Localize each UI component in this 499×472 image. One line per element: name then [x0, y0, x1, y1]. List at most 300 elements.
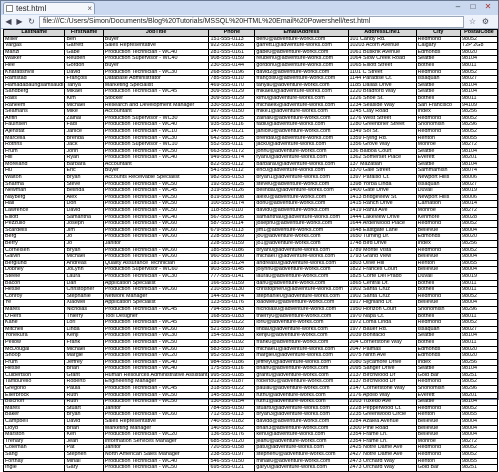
table-cell: Production Technician - WC60: [103, 287, 209, 294]
table-cell: David: [65, 69, 103, 76]
table-cell: Bellevue: [416, 425, 460, 432]
table-cell: Redmond: [416, 405, 460, 412]
table-cell: Sales Representative: [103, 419, 209, 426]
table-cell: pat0@adventure-works.com: [255, 445, 348, 452]
table-cell: 98296: [460, 306, 497, 313]
table-cell: Andreas: [65, 260, 103, 267]
table-cell: don0@adventure-works.com: [255, 201, 348, 208]
table-cell: Hee: [4, 62, 65, 69]
table-cell: Sandberg: [4, 89, 65, 96]
employee-table: [3, 29, 498, 472]
table-cell: 2147 Cornerstone Way: [348, 386, 416, 393]
table-cell: 2354 Frame Ln.: [348, 438, 416, 445]
table-cell: Yonekura: [4, 333, 65, 340]
table-cell: 1349 Sol St.: [348, 128, 416, 135]
table-cell: Human Resources Administrative Assistant: [104, 371, 208, 378]
table-cell: mihail0@adventure-works.com: [255, 458, 348, 465]
table-cell: Seattle: [416, 82, 460, 89]
table-cell: 98011: [460, 287, 497, 294]
table-cell: Mihail: [65, 458, 103, 465]
table-cell: 98027: [460, 76, 497, 83]
table-cell: David: [65, 208, 103, 215]
table-cell: Issaquah: [416, 76, 460, 83]
table-cell: 952-555-0128: [209, 353, 255, 360]
table-cell: Walker: [4, 56, 65, 63]
close-tab-icon[interactable]: ×: [87, 4, 92, 13]
table-cell: Jeffrey: [65, 359, 103, 366]
table-cell: 2235 Greenwood Circle: [348, 412, 416, 419]
table-cell: Jack: [65, 142, 103, 149]
table-cell: 922-555-0165: [209, 43, 255, 50]
table-cell: Production Technician - WC50: [103, 208, 209, 215]
table-cell: Frum: [4, 359, 65, 366]
table-cell: Marketing Specialist: [103, 82, 209, 89]
table-cell: Application Specialist: [103, 280, 209, 287]
table-cell: 1398 Yorba Linda: [348, 181, 416, 188]
table-cell: Newport Hills: [416, 194, 460, 201]
table-cell: Steve: [65, 181, 103, 188]
table-cell: 1793 Grand View: [348, 254, 416, 261]
page-favicon-icon: [6, 5, 13, 12]
table-cell: 145-555-0130: [209, 392, 255, 399]
table-cell: Bryan: [65, 412, 103, 419]
table-cell: Seattle: [416, 399, 460, 406]
table-cell: Bellevue: [416, 300, 460, 307]
table-cell: Dan: [65, 280, 103, 287]
table-cell: 98272: [460, 142, 497, 149]
table-cell: Ellerbrock: [4, 392, 65, 399]
table-cell: 151-555-0113: [209, 36, 255, 43]
table-cell: brenda0@adventure-works.com: [255, 135, 348, 142]
table-cell: 1415 Ranch Drive: [348, 201, 416, 208]
table-cell: 98052: [460, 128, 497, 135]
table-cell: 794-555-0143: [209, 306, 255, 313]
table-cell: Grant: [65, 372, 103, 379]
tab-title: test.html: [16, 4, 47, 13]
table-cell: Ralls: [4, 95, 65, 102]
table-cell: 98052: [460, 320, 497, 327]
table-cell: 144-555-0174: [209, 293, 255, 300]
table-cell: 98055: [460, 260, 497, 267]
table-cell: Bryan: [65, 175, 103, 182]
table-cell: 98011: [460, 62, 497, 69]
table-cell: Seattle: [416, 161, 460, 168]
table-cell: Tamburello: [4, 379, 65, 386]
table-cell: Bischoff: [4, 399, 65, 406]
page-content: [1, 29, 498, 471]
table-cell: Index: [416, 359, 460, 366]
table-cell: Stephen: [65, 452, 103, 459]
table-cell: Elliott: [4, 214, 65, 221]
table-cell: 1644 Ardenwood Place: [348, 221, 416, 228]
table-cell: gary0@adventure-works.com: [255, 465, 348, 472]
table-cell: Tanya: [65, 82, 103, 89]
table-cell: Production Technician - WC30: [103, 333, 209, 340]
table-cell: jim1@adventure-works.com: [255, 227, 348, 234]
table-cell: 98011: [460, 280, 497, 287]
table-cell: Garrett: [65, 43, 103, 50]
table-cell: 1220 Bradford Way: [348, 89, 416, 96]
table-cell: 1276 West Street: [348, 115, 416, 122]
table-cell: garrett1@adventure-works.com: [255, 43, 348, 50]
table-cell: 2203 Tuxedo Ave: [348, 399, 416, 406]
table-row: [4, 339, 498, 346]
table-cell: brian0@adventure-works.com: [255, 366, 348, 373]
minimize-icon[interactable]: –: [455, 2, 461, 11]
table-cell: Gordon: [65, 62, 103, 69]
table-cell: Sammamish: [416, 168, 460, 175]
table-cell: 552-555-0111: [209, 142, 255, 149]
table-cell: Sang: [4, 452, 65, 459]
table-cell: Manzi: [4, 49, 65, 56]
browser-toolbar: [1, 15, 498, 29]
table-cell: Raheem: [4, 102, 65, 109]
table-cell: 2284 Azalea Avenue: [348, 419, 416, 426]
table-cell: 283-555-0192: [209, 339, 255, 346]
table-cell: janice0@adventure-works.com: [255, 128, 348, 135]
table-cell: Accounts Receivable Specialist: [103, 175, 209, 182]
table-cell: 2354 Frame Ln.: [348, 432, 416, 439]
table-cell: Bothell: [416, 339, 460, 346]
table-cell: Production Technician - WC60: [103, 346, 209, 353]
table-cell: 1917 Highland Dr.: [348, 300, 416, 307]
table-cell: Kenji: [65, 333, 103, 340]
table-cell: 927-555-0150: [209, 109, 255, 116]
table-cell: belinda0@adventure-works.com: [255, 188, 348, 195]
table-cell: 98201: [460, 155, 497, 162]
table-cell: 98011: [460, 95, 497, 102]
table-cell: Production Technician - WC30: [103, 69, 209, 76]
table-cell: Fadi: [65, 122, 103, 129]
table-cell: 98296: [460, 386, 497, 393]
table-cell: brian3@adventure-works.com: [255, 425, 348, 432]
table-cell: Culbertson: [4, 372, 65, 379]
table-cell: Trenary: [4, 438, 65, 445]
table-cell: 908-555-0159: [209, 56, 255, 63]
table-cell: 98272: [460, 208, 497, 215]
table-cell: 318-555-0122: [209, 386, 255, 393]
reload-icon[interactable]: ↻: [28, 17, 35, 26]
table-cell: 1950 Horizon Court: [348, 306, 416, 313]
table-cell: Monroe: [416, 142, 460, 149]
table-cell: Bellevue: [416, 432, 460, 439]
table-cell: Newport Hills: [416, 175, 460, 182]
table-cell: Calgary: [416, 43, 460, 50]
table-cell: 98027: [460, 181, 497, 188]
table-cell: 98256: [460, 241, 497, 248]
table-cell: 685-555-0120: [209, 438, 255, 445]
table-cell: Production Technician - WC40: [103, 366, 209, 373]
table-cell: 819-555-0198: [209, 194, 255, 201]
table-cell: Index: [416, 241, 460, 248]
table-cell: ruth1@adventure-works.com: [255, 399, 348, 406]
table-cell: Application Specialist: [103, 300, 209, 307]
table-cell: Seattle: [416, 366, 460, 373]
table-cell: 1822 Frances Court: [348, 267, 416, 274]
table-cell: Renton: [416, 412, 460, 419]
table-cell: 546-555-0150: [209, 458, 255, 465]
table-cell: 2137 Birchwood Dr: [348, 379, 416, 386]
table-cell: Issaquah: [416, 326, 460, 333]
table-cell: Production Technician - WC60: [103, 221, 209, 228]
table-cell: stephen0@adventure-works.com: [255, 452, 348, 459]
table-cell: 210-555-0130: [209, 287, 255, 294]
table-cell: 1185 Dallas Drive: [348, 82, 416, 89]
table-cell: 901-555-0125: [209, 115, 255, 122]
table-cell: 98004: [460, 432, 497, 439]
table-cell: 521-555-0169: [209, 326, 255, 333]
table-cell: Production Technician - WC50: [103, 194, 209, 201]
table-cell: Production Technician - WC60: [103, 227, 209, 234]
wrench-icon[interactable]: ⚙: [481, 17, 490, 26]
table-cell: Miller: [4, 36, 65, 43]
table-cell: 1226 Shoe St.: [348, 95, 416, 102]
address-bar[interactable]: file:///C:/Users/Simon/Documents/Blog%20Tutorials/MSSQL%20HTML%20Email%20Powershell/test.html: [39, 16, 464, 28]
table-cell: 98256: [460, 359, 497, 366]
table-cell: 166-555-0159: [209, 280, 255, 287]
table-cell: Linda: [65, 326, 103, 333]
table-cell: 2075 Ninth Ave: [348, 353, 416, 360]
table-cell: Production Supervisor - WC10: [103, 142, 209, 149]
table-cell: JoLynn: [65, 267, 103, 274]
table-cell: Monroe: [416, 208, 460, 215]
table-cell: 10203 Acorn Avenue: [348, 43, 416, 50]
table-cell: 140-555-0162: [209, 425, 255, 432]
table-cell: Redmond: [416, 320, 460, 327]
table-cell: bryan1@adventure-works.com: [255, 175, 348, 182]
table-cell: 949-555-0174: [209, 155, 255, 162]
table-cell: Production Supervisor - WC60: [103, 267, 209, 274]
table-cell: Brenda: [65, 135, 103, 142]
table-cell: Hall: [4, 201, 65, 208]
table-cell: kenji0@adventure-works.com: [255, 333, 348, 340]
table-cell: mikael0@adventure-works.com: [255, 89, 348, 96]
table-cell: 98019: [460, 273, 497, 280]
table-cell: Baker: [4, 412, 65, 419]
table-cell: 567-555-0195: [209, 214, 255, 221]
table-cell: Seattle: [416, 333, 460, 340]
table-cell: Sharma: [4, 181, 65, 188]
table-cell: Production Technician - WC45: [103, 386, 209, 393]
table-cell: 98004: [460, 254, 497, 261]
table-cell: 98027: [460, 326, 497, 333]
table-cell: 98104: [460, 56, 497, 63]
table-cell: Roberto: [65, 379, 103, 386]
table-cell: Stephanie: [65, 293, 103, 300]
table-cell: Brian: [65, 366, 103, 373]
table-cell: 695-555-0121: [209, 465, 255, 472]
table-cell: Brian: [65, 425, 103, 432]
table-cell: bryan3@adventure-works.com: [255, 412, 348, 419]
table-cell: 212-555-0187: [209, 379, 255, 386]
table-cell: Production Technician - WC10: [103, 128, 209, 135]
table-cell: Stuart: [65, 405, 103, 412]
table-cell: 2039 Bonifacio: [348, 333, 416, 340]
table-cell: Edmonds: [416, 49, 460, 56]
table-cell: Production Technician - WC20: [103, 353, 209, 360]
table-cell: 98006: [460, 175, 497, 182]
table-cell: Bryan: [65, 247, 103, 254]
table-cell: 98019: [460, 188, 497, 195]
table-cell: 642-555-0125: [209, 135, 255, 142]
table-cell: 98004: [460, 267, 497, 274]
table-cell: Arifin: [4, 115, 65, 122]
column-header: LastName: [4, 30, 65, 37]
table-cell: Gary: [65, 465, 103, 472]
table-cell: Production Technician - WC45: [103, 89, 209, 96]
table-cell: Bellevue: [416, 227, 460, 234]
table-cell: paula0@adventure-works.com: [255, 386, 348, 393]
table-cell: Redmond: [416, 128, 460, 135]
table-cell: Mitchell: [4, 326, 65, 333]
table-cell: 98020: [460, 346, 497, 353]
table-cell: Kharatishvili: [4, 69, 65, 76]
table-cell: 281-555-0161: [209, 49, 255, 56]
table-cell: 2080 Sycamore Drive: [348, 359, 416, 366]
table-cell: 230-555-0144: [209, 62, 255, 69]
table-cell: 1280 Greenbrier Street: [348, 122, 416, 129]
table-cell: Mares: [4, 306, 65, 313]
table-cell: Tool Designer: [103, 313, 209, 320]
table-cell: Edmonds: [416, 353, 460, 360]
back-arrow-icon[interactable]: ◀: [5, 17, 12, 26]
table-cell: 137 Mazatlan: [348, 161, 416, 168]
table-cell: jo1@adventure-works.com: [255, 241, 348, 248]
table-cell: 1370 Gale Street: [348, 168, 416, 175]
column-header: FirstName: [65, 30, 103, 37]
table-cell: Ajenstat: [4, 128, 65, 135]
table-cell: Quality Assurance Technician: [103, 260, 209, 267]
table-cell: 309-555-0129: [209, 95, 255, 102]
table-cell: 1397 Paraiso Ct.: [348, 175, 416, 182]
table-cell: john0@adventure-works.com: [255, 148, 348, 155]
table-cell: Hesse: [4, 366, 65, 373]
table-cell: Conroy: [4, 293, 65, 300]
column-header: City: [416, 30, 460, 37]
table-cell: 2300 Pine Road: [348, 425, 416, 432]
table-cell: 1359 Flying Rd.: [348, 135, 416, 142]
table-cell: michael6@adventure-works.com: [255, 102, 348, 109]
table-cell: Gregorio: [4, 386, 65, 393]
table-cell: Rothns: [4, 142, 65, 149]
table-cell: McDougal: [4, 346, 65, 353]
table-cell: 98052: [460, 379, 497, 386]
table-cell: Michael: [65, 346, 103, 353]
table-cell: 98052: [460, 36, 497, 43]
table-cell: reuben0@adventure-works.com: [255, 56, 348, 63]
table-cell: Vargas: [4, 43, 65, 50]
table-cell: 2228 Pepperwood Ct.: [348, 405, 416, 412]
table-cell: 98004: [460, 227, 497, 234]
table-cell: Seattle: [416, 148, 460, 155]
table-cell: gordon0@adventure-works.com: [255, 62, 348, 69]
table-cell: Xiaowei: [65, 300, 103, 307]
star-icon[interactable]: ☆: [468, 17, 477, 26]
table-cell: joseph0@adventure-works.com: [255, 221, 348, 228]
table-cell: 785-555-0110: [209, 76, 255, 83]
table-cell: D'Hers: [4, 313, 65, 320]
column-header: AddressLine1: [348, 30, 416, 37]
table-cell: 98020: [460, 49, 497, 56]
table-cell: 98256: [460, 109, 497, 116]
table-cell: Production Technician - WC20: [103, 432, 209, 439]
table-cell: 309-555-0129: [209, 89, 255, 96]
browser-tab[interactable]: [3, 2, 95, 14]
table-cell: Coleman: [4, 445, 65, 452]
table-cell: jo0@adventure-works.com: [255, 234, 348, 241]
table-cell: Production Technician - WC50: [103, 399, 209, 406]
close-window-icon[interactable]: ✕: [484, 2, 492, 11]
table-cell: ken0@adventure-works.com: [255, 432, 348, 439]
table-cell: 1144 Paradise Ct.: [348, 76, 416, 83]
table-cell: 136 Balboa Court: [348, 148, 416, 155]
table-cell: Ruth: [65, 399, 103, 406]
table-cell: Everett: [416, 392, 460, 399]
maximize-icon[interactable]: □: [470, 2, 476, 11]
table-cell: Bothell: [416, 313, 460, 320]
table-cell: 98011: [460, 339, 497, 346]
table-cell: 136-555-0176: [209, 432, 255, 439]
table-cell: david0@adventure-works.com: [255, 208, 348, 215]
table-cell: 1970 Napa Ct.: [348, 313, 416, 320]
table-cell: Redmond: [416, 36, 460, 43]
table-cell: 98004: [460, 425, 497, 432]
table-cell: Production Technician - WC45: [103, 188, 209, 195]
table-cell: Seattle: [416, 89, 460, 96]
table-cell: Bothell: [416, 287, 460, 294]
table-cell: Janitor: [103, 405, 209, 412]
table-cell: alex0@adventure-works.com: [255, 194, 348, 201]
table-cell: 960-555-0180: [209, 254, 255, 261]
table-cell: Janitor: [103, 241, 209, 248]
table-cell: Campbell: [4, 419, 65, 426]
table-cell: San Francisco: [416, 102, 460, 109]
table-cell: 159-555-0122: [209, 320, 255, 327]
table-cell: Production Technician - WC45: [103, 306, 209, 313]
table-cell: Research and Development Manager: [103, 102, 209, 109]
table-cell: David: [65, 419, 103, 426]
table-cell: Lori: [65, 320, 103, 327]
table-cell: Ryan: [65, 155, 103, 162]
table-cell: roberto0@adventure-works.com: [255, 379, 348, 386]
forward-arrow-icon[interactable]: ▶: [16, 17, 23, 26]
table-cell: 1362 Somerset Place: [348, 155, 416, 162]
table-cell: 118-555-0110: [209, 208, 255, 215]
table-cell: Thierry: [65, 313, 103, 320]
table-cell: Walton: [4, 175, 65, 182]
table-cell: Hamadabaungsamsaudi: [5, 81, 64, 88]
table-cell: thierry0@adventure-works.com: [255, 313, 348, 320]
table-cell: 130-555-0154: [209, 399, 255, 406]
table-cell: Mikael: [65, 89, 103, 96]
table-cell: Nicholas: [65, 306, 103, 313]
table-cell: 1101 C Street: [348, 69, 416, 76]
table-cell: 98104: [460, 148, 497, 155]
table-cell: zainal0@adventure-works.com: [255, 115, 348, 122]
table-cell: 123-555-0176: [209, 300, 255, 307]
table-cell: 100-555-0174: [209, 201, 255, 208]
table-cell: Redmond: [416, 452, 460, 459]
table-cell: 1902 Santa Cruz: [348, 287, 416, 294]
table-cell: jeffrey0@adventure-works.com: [255, 359, 348, 366]
table-cell: Berglund: [4, 260, 65, 267]
table-cell: Production Technician - WC50: [103, 181, 209, 188]
table-cell: 1977 Bauer Rd.: [348, 326, 416, 333]
table-cell: Stocker: [103, 95, 209, 102]
table-cell: jean0@adventure-works.com: [255, 438, 348, 445]
table-cell: Frank: [65, 339, 103, 346]
table-cell: 98020: [460, 234, 497, 241]
